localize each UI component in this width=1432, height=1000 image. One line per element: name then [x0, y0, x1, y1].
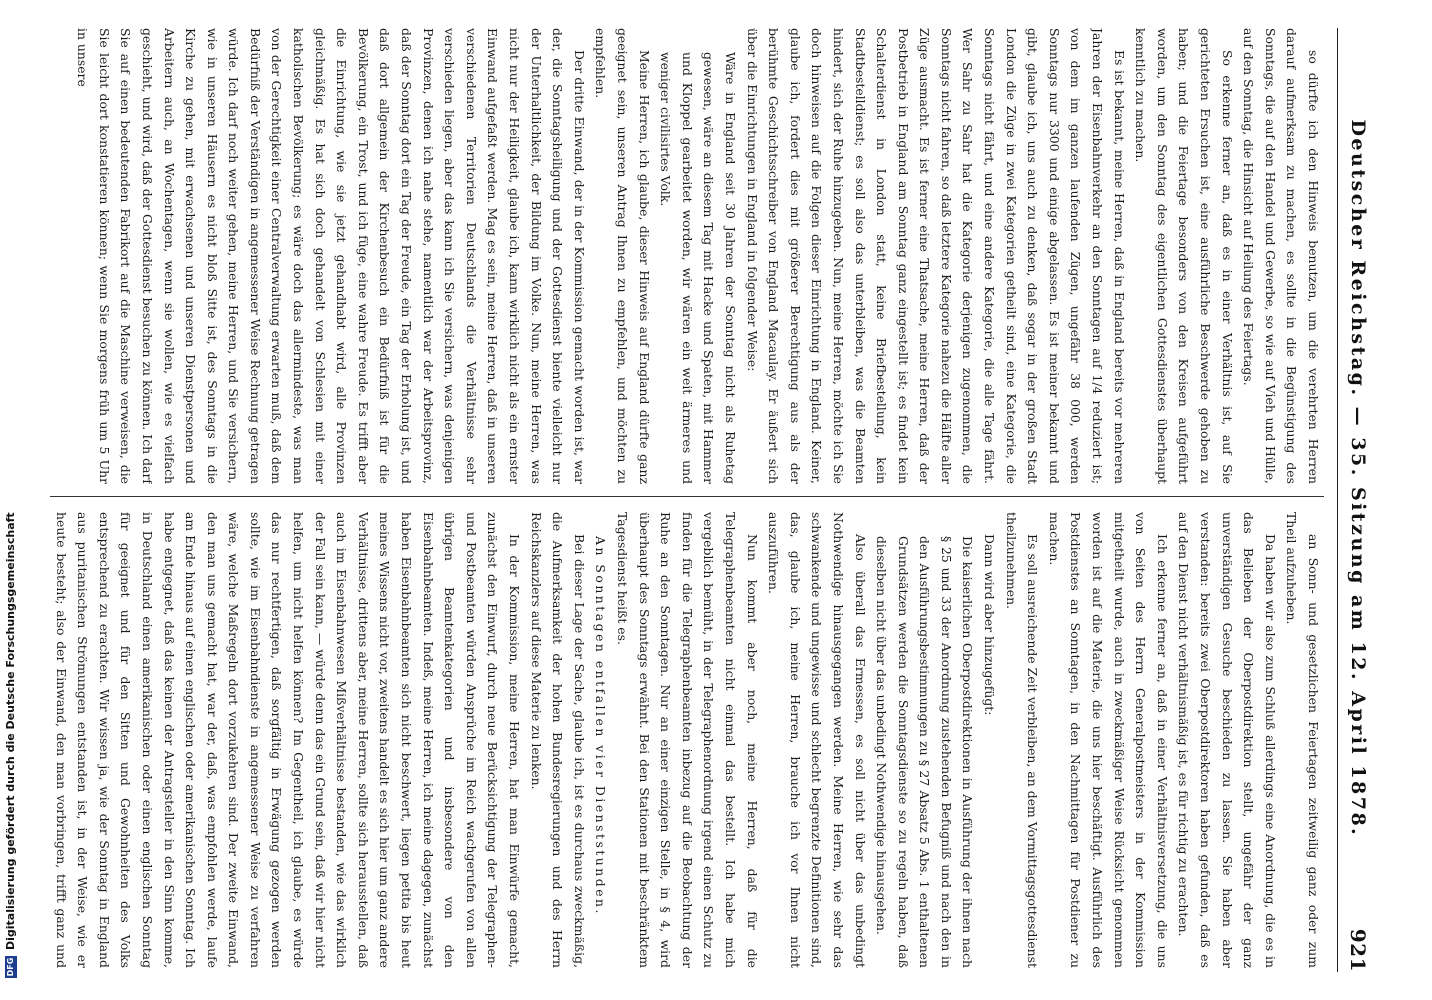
- column-divider: [50, 496, 1324, 497]
- paragraph: Bei dieser Lage der Sache, glaube ich, ist es durchaus zweckmäßig, die Aufmerksamkeit der hohen Bundesregierungen und des Herrn Reichskanzlers auf diese Materie zu lenken.: [528, 512, 587, 968]
- paragraph: so dürfte ich den Hinweis benutzen, um die verehrten Herren darauf aufmerksam zu machen, es sollte in die Begünstigung des Sonntags, die auf den Handel und Gewerbe, so wie auf Vieh und Hülle, auf den Sonntag, die Hinsicht auf Heilung des Feiertags.: [1241, 28, 1321, 484]
- quote-paragraph: Die kaiserlichen Oberpostdirektionen in Ausführung der ihnen nach § 25 und 33 der Anordnung zustehenden Befugniß und nach den in den Ausführungsbestimmungen zu § 27 Absatz 5 Abs. 1 enthaltenen Grundsätzen werden die Sonntagsdienste so zu regeln haben, daß dieselben nicht über das unbedingt Nothwendige hinausgehen.: [874, 536, 976, 968]
- quote-paragraph: An Sonntagen entfallen vier Dienststunden.: [593, 536, 609, 916]
- page-header: [1338, 28, 1378, 972]
- paragraph: Ich erkenne ferner an, daß in einer Verhältnisversetzung, die uns von Seiten des Herrn Generalpostmeisters in der Kommission mitgetheilt wurde, auch in zweckmäßiger Weise Rücksicht genommen worden ist auf die Materie, die uns hier beschäftigt. Ausführlich des Postdienstes an Sonntagen, in den Nachmittagen für Postdiener zu machen.: [1046, 512, 1170, 968]
- dfg-logo-icon: DFG: [6, 957, 15, 977]
- paragraph: Es ist bekannt, meine Herren, daß in England bereits vor mehreren Jahren der Eisenbahnverkehr an den Sonntagen auf 1/4 reduziert ist; von dem im ganzen laufenden Zügen, ungefähr 38 000, werden Sonntags nur 3300 und einige abgelassen. Es ist meiner bekannt und gibt, glaube ich, uns auch zu denken, daß sogar in der großen Stadt London die Züge in zwei Kategorien getheilt sind, eine Kategorie, die Sonntags nicht fährt, und eine andere Kategorie, die alle Tage fährt. Wer Sahr zu Sahr hat die Kategorie derjenigen zugenommen, die Sonntags nicht fahren, so daß letztere Kategorie nahezu die Hälfte aller Züge ausmacht. Es ist ferner eine Thatsache, meine Herren, daß der Postbetrieb in England am Sonntag ganz eingestellt ist; es findet kein Schalterdienst in London statt, keine Briefbestellung, kein Stadtbestelldienst; es soll also das unterbleiben, was die Beamten hindert, sich der Ruhe hinzugeben. Nun, meine Herren, möchte ich Sie doch hinweisen auf die Folgen dieser Einrichtung in England. Keiner, glaube ich, fordert dies mit größerer Berechtigung aus als der berühmte Geschichtsschreiber von England Macaulay. Er äußert sich über die Einrichtungen in England in folgender Weise:: [744, 28, 1127, 484]
- paragraph: In der Kommission, meine Herren, hat man Einwürfe gemacht, zunächst den Einwurf, durch neue Berücksichtigung der Telegraphen- und Postbeamten würden Ansprüche im Reich wachgerufen von allen übrigen Beamtenkategorien und insbesondere von den Eisenbahnbeamten. Indeß, meine Herren, ich meine dagegen, zunächst haben Eisenbahnbeamten sich nicht beschwert, liegen petita bis heut meines Wissens nicht vor, zweitens handelt es sich hier um ganz andere Verhältnisse, drittens aber, meine Herren, sollte sich herausstellen, daß auch im Eisenbahnwesen Mißverhältnisse bestanden, wie das wirklich der Fall sein kann, — würde denn das ein Grund sein, daß wir hier nicht helfen, um nicht helfen können? Im Gegentheil, ich glaube, es würde das nur rechtfertigen, daß sorgfältig in Erwägung gezogen werden sollte, wie im Eisenbahndienste in angemessener Weise zu verfahren wäre, welche Maßregeln dort vorzukehren sind. Der zweite Einwand, den man uns gemacht hat, war der, daß, was empfohlen werde, laufe am Ende hinaus auf einen englischen oder amerikanischen Sonntag. Ich habe entgegnet, daß das keinen der Antragsteller in den Sinn komme, in Deutschland einen amerikanischen oder einen englischen Sonntag für geeignet und für den Sitten und Gewohnheiten des Volks entsprechend zu erachten. Wir wissen ja, wie der Sonntag in England aus puritanischen Strömungen entstanden ist, in der Weise, wie er heute besteht; also der Einwand, den man vorbringen, trifft ganz und: [53, 512, 523, 968]
- paragraph: an Sonn- und gesetzlichen Feiertagen zeitweilig ganz oder zum Theil aufzuheben.: [1284, 512, 1321, 968]
- page-title: Deutscher Reichstag. — 35. Sitzung am 12. April 1878.: [1347, 119, 1369, 838]
- paragraph: So erkenne ferner an, daß es in einer Verhältnis ist, auf Sie gerichteten Ersuchen ist, eine ausführliche Beschwerde gehoben zu haben; und die Feiertage besonders von den Kreisen aufgeführt worden, um den Sonntag des eigentlichen Gottesdienstes überhaupt kenntlich zu machen.: [1133, 28, 1235, 484]
- header-rule: [1337, 28, 1338, 972]
- paragraph: Da haben wir also zum Schluß allerdings eine Anordnung, die es in das Belieben der Oberpostdirektion stellt, ungefähr der ganz unverständigen Gesuche beschieden zu lassen. Sie haben aber verstanden: bereits zwei Oberpostdirektoren haben gefunden, daß es auf den Dienst nicht verhältnismäßig ist, es für richtig zu erachten.: [1176, 512, 1278, 968]
- quote-paragraph: Wäre in England seit 30 Jahren der Sonntag nicht als Ruhetag gewesen, wäre an diesem Tag mit Hacke und Spaten, mit Hammer und Kloppel gearbeitet worden, wir wären ein weit ärmeres und weniger civilisirtes Volk.: [658, 52, 738, 484]
- right-column: [50, 512, 1324, 968]
- left-column: [50, 28, 1324, 484]
- page-number: 921: [1346, 928, 1370, 972]
- paragraph: Der dritte Einwand, der in der Kommission gemacht worden ist, war der, die Sonntagsheiligung und der Gottesdienst biente vielleicht nur der Unterhaltlichkeit, der Bildung im Volke. Nun, meine Herren, was nicht nur der Heiligkeit, glaube ich, kann wirklich nicht als ein ernster Einwand aufgefaßt werden. Mag es sein, meine Herren, daß in unseren verschiedenen Territorien Deutschlands die Verhältnisse sehr verschieden liegen, aber das kann ich Sie versichern, was denjenigen Provinzen, denen ich nahe stehe, namentlich war der Arbeitsprovinz, daß der Sonntag dort ein Tag der Freude, ein Tag der Erholung ist, und daß dort allgemein der Kirchenbesuch ein Bedürfniß ist für die Bevölkerung, ein Trost, und ich füge, eine wahre Freude. Es trifft aber die Einrichtung, wie sie jetzt gehandhabt wird, alle Provinzen gleichmäßig. Es hat sich doch gehandelt von Schlesien mit einer katholischen Bevölkerung; es wäre doch das allermindeste, was man von der Gerechtigkeit einer Centralverwaltung erwarten muß, daß dem Bedürfniß der Verständigen in angemessener Weise Rechnung getragen würde. Ich darf noch weiter gehen, meine Herren, und Sie versichern, wie in unseren Häusern es nicht bloß Sitte ist, des Sonntags in die Kirche zu gehen, mit erwachsenen und unseren Dienstpersonen und Arbeitern auch, an Wochentagen, wenn sie wollen, wie es vielfach geschieht, und wird, daß der Gottesdienst besuchen zu können. Ich darf Sie auf einen bedeutenden Fabrikort auf die Maschine verweisen, die Sie leicht dort konstatieren können; wenn Sie morgens früh um 5 Uhr in unsere: [75, 28, 587, 484]
- paragraph: Meine Herren, ich glaube, dieser Hinweis auf England dürfte ganz geeignet sein, unseren Antrag Ihnen zu empfehlen, und möchten zu empfehlen.: [593, 28, 652, 484]
- paragraph: Nun kommt aber noch, meine Herren, daß für die Telegraphenbeamten nicht einmal das bestellt. Ich habe mich vergeblich bemüht, in der Telegraphenordnung irgend einen Schutz zu finden für die Telegraphenbeamten inbezug auf die Beobachtung der Ruhe an den Sonntagen. Nur an einer einzigen Stelle, in § 4, wird überhaupt des Sonntags erwähnt. Bei den Stationen mit beschränktem Tagesdienst heißt es.: [615, 512, 760, 968]
- digitization-footer: [0, 0, 18, 1000]
- paragraph: Es soll ausreichende Zeit verbleiben, an dem Vormittagsgottesdienst theilzunehmen.: [1003, 512, 1041, 968]
- paragraph: Dann wird aber hinzugefügt:: [982, 534, 998, 716]
- footer-credit-text: Digitalisierung gefördert durch die Deutsche Forschungsgemeinschaft: [4, 512, 17, 950]
- rotated-page: [10, 0, 1382, 1000]
- paragraph: Also überall das Ermessen, es soll nicht über das unbedingt Nothwendige hinausgegangen werden. Meine Herren, wie sehr das schwankende und ungewisse und schlecht begrenzte Definitionen sind, das, glaube ich, meine Herren, brauche ich vor Ihnen nicht auszuführen.: [766, 512, 868, 968]
